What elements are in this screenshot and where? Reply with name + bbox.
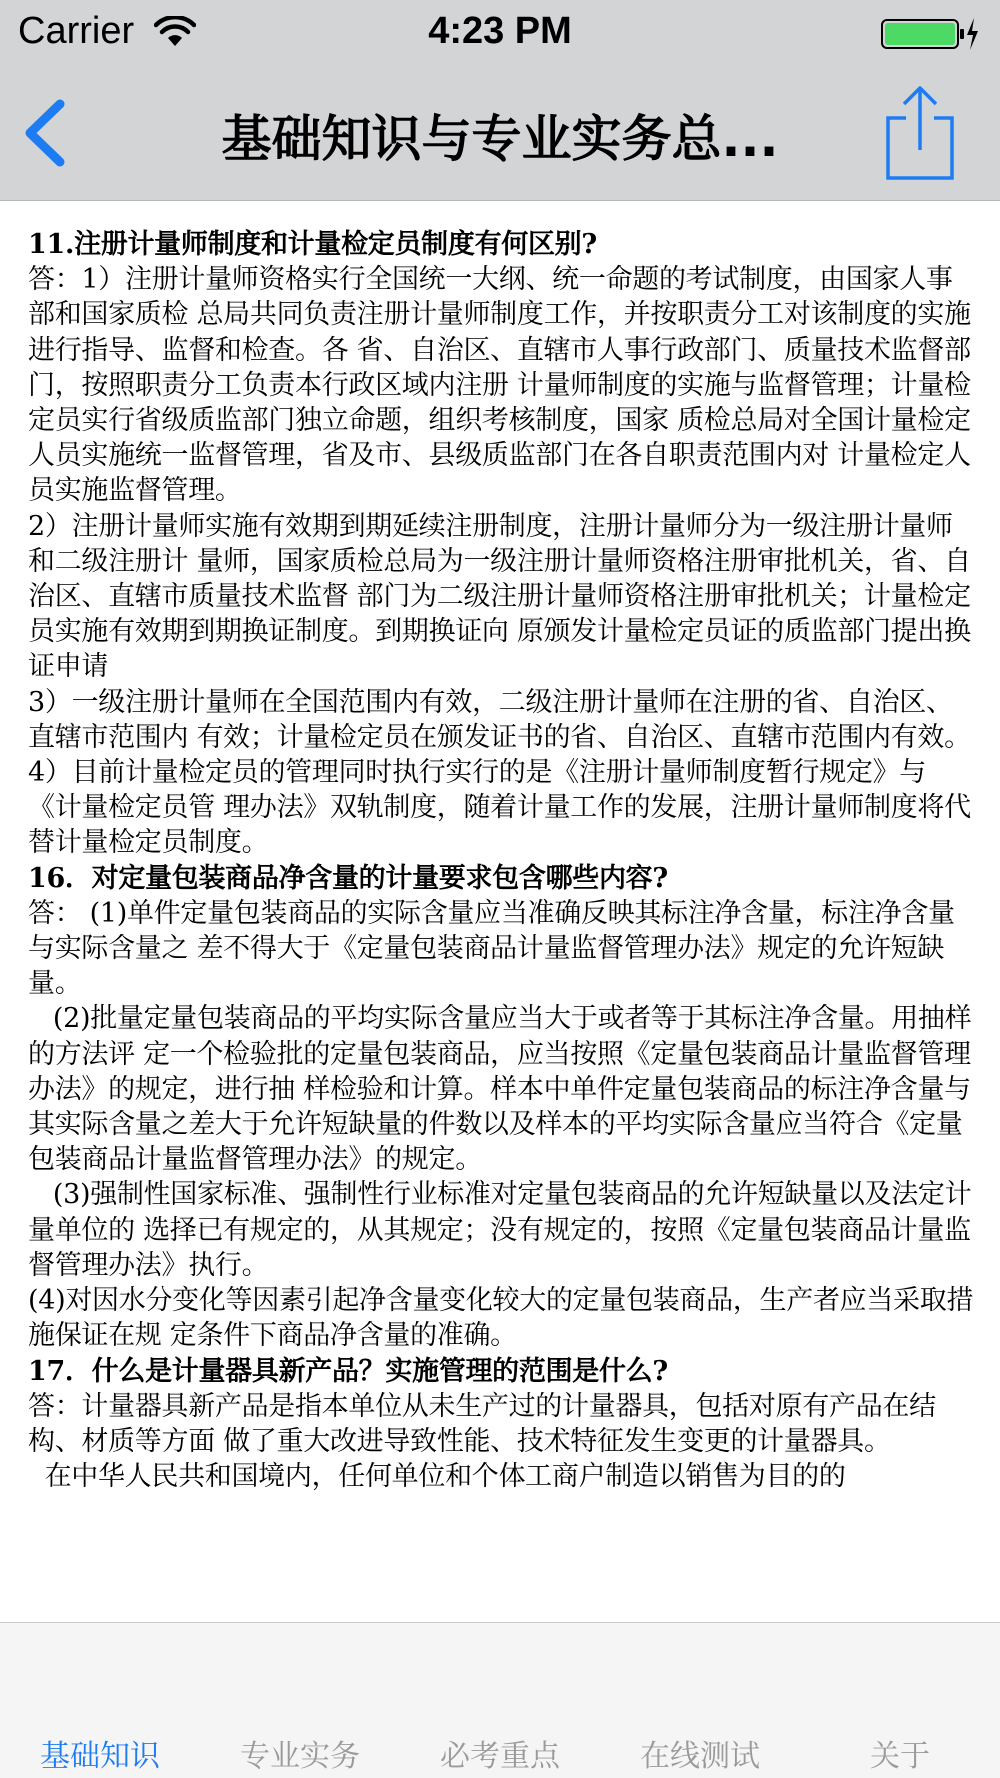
navigation-bar <box>0 66 1000 201</box>
carrier-label: Carrier <box>18 10 135 52</box>
question-heading: 16．对定量包装商品净含量的计量要求包含哪些内容? <box>28 862 668 894</box>
status-time: 4:23 PM <box>428 10 572 52</box>
tab-online-test[interactable]: 在线测试 <box>640 1739 760 1774</box>
tab-key-points[interactable]: 必考重点 <box>440 1739 560 1774</box>
tab-bar <box>0 1622 1000 1778</box>
answer-paragraph: 2）注册计量师实施有效期到期延续注册制度，注册计量师分为一级注册计量师和二级注册计 量师，国家质检总局为一级注册计量师资格注册审批机关，省、自治区、直辖市质量技术监督 部门为二级注册计量师资格注册审批机关；计量检定员实施有效期到期换证制度。到期换证向 原颁发计量检定员证的质监部门提出换证申请 <box>28 510 971 683</box>
back-button[interactable] <box>18 96 78 170</box>
answer-paragraph: 3）一级注册计量师在全国范围内有效，二级注册计量师在注册的省、自治区、直辖市范围内 有效；计量检定员在颁发证书的省、自治区、直辖市范围内有效。 <box>28 686 971 753</box>
answer-paragraph: 4）目前计量检定员的管理同时执行实行的是《注册计量师制度暂行规定》与《计量检定员管 理办法》双轨制度，随着计量工作的发展，注册计量师制度将代替计量检定员制度。 <box>28 757 971 859</box>
tab-basic-knowledge[interactable]: 基础知识 <box>40 1739 160 1774</box>
status-bar <box>0 0 1000 66</box>
question-heading: 11.注册计量师制度和计量检定员制度有何区别? <box>28 229 597 260</box>
question-heading: 17．什么是计量器具新产品？实施管理的范围是什么? <box>28 1355 668 1387</box>
share-button[interactable] <box>884 84 956 182</box>
page-title: 基础知识与专业实务总... <box>221 110 779 168</box>
answer-paragraph: (3)强制性国家标准、强制性行业标准对定量包装商品的允许短缺量以及法定计量单位的 选择已有规定的，从其规定；没有规定的，按照《定量包装商品计量监督管理办法》执行。 <box>28 1179 972 1281</box>
answer-paragraph: 答： (1)单件定量包装商品的实际含量应当准确反映其标注净含量，标注净含量与实际含量之 差不得大于《定量包装商品计量监督管理办法》规定的允许短缺量。 <box>28 897 955 1000</box>
tab-professional-practice[interactable]: 专业实务 <box>240 1739 360 1774</box>
answer-paragraph: 答：计量器具新产品是指本单位从未生产过的计量器具，包括对原有产品在结构、材质等方面 做了重大改进导致性能、技术特征发生变更的计量器具。 <box>28 1390 936 1457</box>
answer-paragraph: (2)批量定量包装商品的平均实际含量应当大于或者等于其标注净含量。用抽样的方法评 定一个检验批的定量包装商品，应当按照《定量包装商品计量监督管理办法》的规定，进行抽 样检验和计算。样本中单件定量包装商品的标注净含量与其实际含量之差大于允许短缺量的件数以及样本的平均实际含量应当符合《定量包装商品计量监督管理办法》的规定。 <box>28 1003 972 1176</box>
article-text <box>28 227 978 1494</box>
share-icon <box>888 88 952 178</box>
answer-paragraph: 在中华人民共和国境内，任何单位和个体工商户制造以销售为目的的 <box>28 1461 846 1493</box>
tab-about[interactable]: 关于 <box>870 1739 930 1774</box>
answer-paragraph: 答：1）注册计量师资格实行全国统一大纲、统一命题的考试制度，由国家人事部和国家质检 总局共同负责注册计量师制度工作，并按职责分工对该制度的实施进行指导、监督和检查。各 省、自治区、直辖市人事行政部门、质量技术监督部门，按照职责分工负责本行政区域内注册 计量师制度的实施与监督管理；计量检定员实行省级质监部门独立命题，组织考核制度，国家 质检总局对全国计量检定人员实施统一监督管理，省及市、县级质监部门在各自职责范围内对 计量检定人员实施监督管理。 <box>28 264 971 507</box>
battery-icon <box>880 16 980 52</box>
answer-paragraph: (4)对因水分变化等因素引起净含量变化较大的定量包装商品，生产者应当采取措施保证在规 定条件下商品净含量的准确。 <box>28 1285 974 1352</box>
article-content[interactable] <box>0 201 1000 1622</box>
